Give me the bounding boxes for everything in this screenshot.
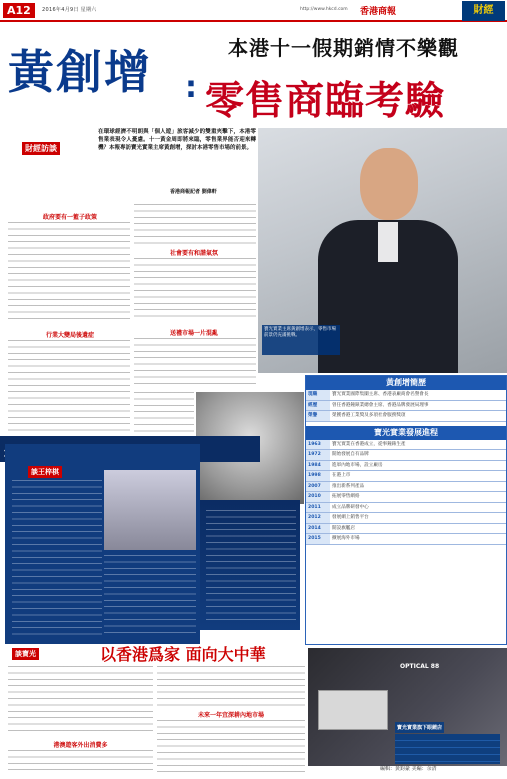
- text-block: [8, 222, 130, 324]
- bottom-tag: 談寶光: [12, 648, 39, 660]
- text-block: [104, 555, 196, 635]
- headline-colon: :: [185, 70, 197, 105]
- text-block: [134, 338, 256, 388]
- intro-text: 在環球經濟不明朗與「個人遊」旅客減少的雙重夾擊下，本港零售業表現令人憂慮。十一黃金周即將來臨，零售業界能否迎來轉機？本報專訪寶光實業主席黃創增，探討本港零售市場的前景。: [98, 129, 256, 151]
- store-caption: 寶光實業旗下眼鏡店: [395, 722, 444, 733]
- bottom-banner: 以香港爲家 面向大中華: [100, 645, 266, 664]
- text-block: [8, 340, 130, 434]
- bio-title: 黃創增簡歷: [306, 376, 506, 390]
- store-sign: OPTICAL 88: [400, 663, 440, 670]
- bottom-subheading: 未來一年宜深耕內地市場: [197, 712, 264, 719]
- text-block: [157, 666, 305, 706]
- intro-tag: 財經訪談: [22, 142, 60, 155]
- subheading-1: 政府要有一籃子政策: [42, 214, 97, 221]
- footer-credit: 編輯：黃鈞豪 美編：余清: [380, 766, 437, 772]
- bio-row: 經歷 曾任香港鐘錶業總會主席、香港品牌發展局理事: [306, 401, 506, 412]
- subheading-3: 行業大變局後遺症: [45, 332, 94, 339]
- history-row: 2011 成立品牌研發中心: [306, 503, 506, 514]
- photo-caption: 寶光實業主席黃創增表示，零售市場前景仍充滿挑戰。: [262, 325, 340, 355]
- history-row: 2010 拓展零售網絡: [306, 492, 506, 503]
- history-row: 2014 開設旗艦店: [306, 524, 506, 535]
- bio-row: 現職 寶光實業國際集團主席、香港表廠商會名譽會長: [306, 390, 506, 401]
- football-photo: [104, 470, 196, 550]
- text-block: [134, 258, 256, 322]
- headline-sub1: 本港十一假期銷情不樂觀: [228, 36, 459, 60]
- text-block: [134, 392, 194, 436]
- headline-sub2: 零售商臨考驗: [205, 78, 446, 124]
- history-row: 1972 開始發展自有品牌: [306, 450, 506, 461]
- subheading-2: 社會要有和諧氣氛: [169, 250, 218, 257]
- history-title: 寶光實業發展進程: [306, 426, 506, 440]
- bio-row: 榮譽 榮獲香港工業獎及多項社會服務獎項: [306, 411, 506, 422]
- dateline: 2016年4月9日 星期六: [42, 7, 97, 13]
- site-url: http://www.hkcd.com: [300, 7, 348, 12]
- text-block: [157, 720, 305, 775]
- store-table: [395, 734, 500, 764]
- history-row: 1998 在港上市: [306, 471, 506, 482]
- section-tag: 財經: [462, 1, 505, 21]
- store-window: [318, 690, 388, 730]
- subheading-4: 送禮市場一片混亂: [169, 330, 218, 337]
- tag-two: 談王梓棋: [28, 466, 62, 478]
- bottom-subheading-2: 港澳遊客外出消費多: [53, 742, 108, 749]
- portrait-shirt: [378, 222, 398, 262]
- text-block: [8, 750, 153, 775]
- bio-box: [305, 375, 507, 645]
- history-row: 2007 推出新系列產品: [306, 482, 506, 493]
- history-row: 2012 發展網上銷售平台: [306, 513, 506, 524]
- text-block: [134, 204, 256, 244]
- history-row: 1963 寶光實業在香港成立，從事鐘錶生產: [306, 440, 506, 451]
- history-row: 2015 擴展海外市場: [306, 534, 506, 545]
- portrait-head: [360, 148, 418, 220]
- reporter: 香港商報記者 劉偉軒: [170, 189, 217, 195]
- history-row: 1984 進軍內地市場，設立廠房: [306, 461, 506, 472]
- paper-logo: 香港商報: [360, 7, 397, 17]
- text-block: [206, 510, 296, 625]
- text-block: [8, 666, 153, 736]
- headline-name: 黃創增: [8, 45, 152, 99]
- text-block: [12, 480, 102, 635]
- page-number: A12: [3, 3, 35, 18]
